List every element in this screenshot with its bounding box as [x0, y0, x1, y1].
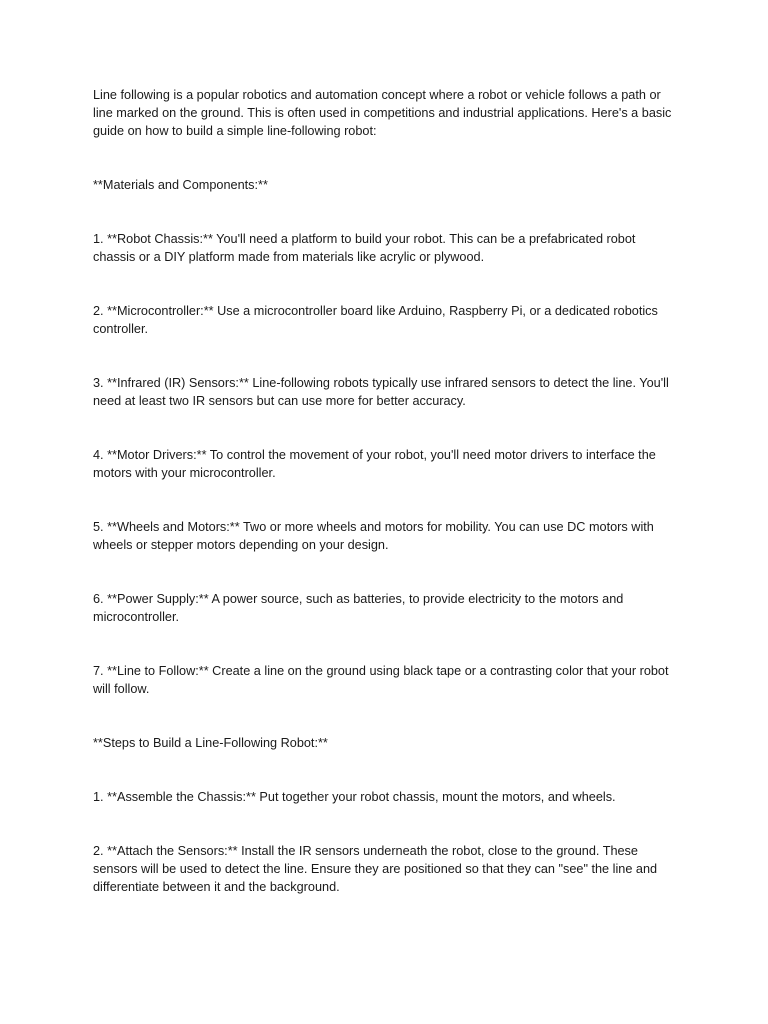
- materials-heading: **Materials and Components:**: [93, 178, 268, 192]
- materials-item-chassis: 1. **Robot Chassis:** You'll need a platform to build your robot. This can be a prefabricated robot chassis or a DIY platform made from materials like acrylic or plywood.: [93, 232, 636, 264]
- steps-item-attach-sensors: 2. **Attach the Sensors:** Install the IR sensors underneath the robot, close to the ground. These sensors will be used to detect the line. Ensure they are positioned so that they can "see" the line and differentiate between it and the background.: [93, 844, 658, 894]
- materials-item-wheels-motors: 5. **Wheels and Motors:** Two or more wheels and motors for mobility. You can use DC motors with wheels or stepper motors depending on your design.: [93, 520, 654, 552]
- intro-paragraph: Line following is a popular robotics and automation concept where a robot or vehicle follows a path or line marked on the ground. This is often used in competitions and industrial applications. Here's a basic guide on how to build a simple line-following robot:: [93, 88, 672, 138]
- steps-item-assemble-chassis: 1. **Assemble the Chassis:** Put together your robot chassis, mount the motors, and wheels.: [93, 790, 616, 804]
- materials-item-power-supply: 6. **Power Supply:** A power source, such as batteries, to provide electricity to the motors and microcontroller.: [93, 592, 624, 624]
- materials-item-line-to-follow: 7. **Line to Follow:** Create a line on the ground using black tape or a contrasting color that your robot will follow.: [93, 664, 669, 696]
- materials-item-motor-drivers: 4. **Motor Drivers:** To control the movement of your robot, you'll need motor drivers to interface the motors with your microcontroller.: [93, 448, 656, 480]
- document-body: [93, 86, 678, 932]
- materials-item-ir-sensors: 3. **Infrared (IR) Sensors:** Line-following robots typically use infrared sensors to detect the line. You'll need at least two IR sensors but can use more for better accuracy.: [93, 376, 669, 408]
- materials-item-microcontroller: 2. **Microcontroller:** Use a microcontroller board like Arduino, Raspberry Pi, or a dedicated robotics controller.: [93, 304, 658, 336]
- steps-heading: **Steps to Build a Line-Following Robot:**: [93, 736, 328, 750]
